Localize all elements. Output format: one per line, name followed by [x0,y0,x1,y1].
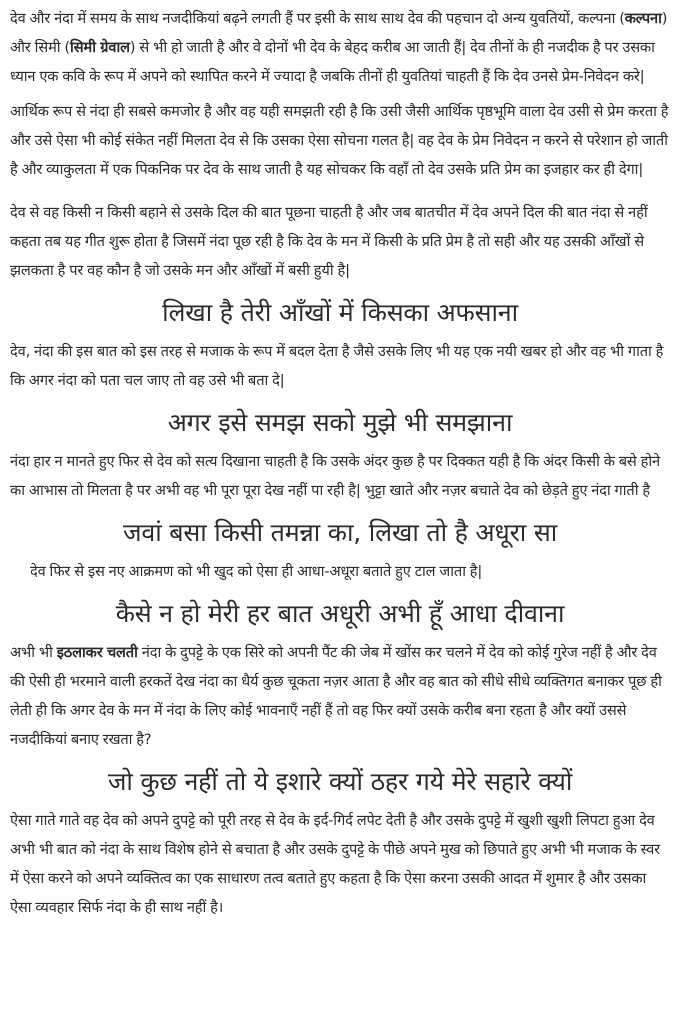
song-line-heading-3: जवां बसा किसी तमन्ना का, लिखा तो है अधूरा सा [123,518,557,547]
paragraph-6: देव फिर से इस नए आक्रमण को भी खुद को ऐसा ही आधा-अधूरा बताते हुए टाल जाता है| [30,563,483,580]
paragraph-7 [10,638,670,754]
song-line-heading-1: लिखा है तेरी आँखों में किसका अफसाना [162,298,518,327]
paragraph-4: देव, नंदा की इस बात को इस तरह से मजाक के रूप में बदल देता है जैसे उसके लिए भी यह एक नयी खबर हो और वह भी गाता है कि अगर नंदा को पता चल जाए तो वह उसे भी बता दे| [10,343,664,389]
bold-name-kalpana: कल्पना [624,10,662,27]
paragraph-text: देव और नंदा में समय के साथ नजदीकियां बढ़ने लगती हैं पर इसी के साथ साथ देव की पहचान दो अन्य युवतियों, कल्पना ( [10,10,625,27]
bold-name-simi-grewal: सिमी ग्रेवाल [69,39,130,56]
paragraph-text: ) से भी हो जाती है और वे दोनों भी देव के बेहद करीब आ जाती हैं| देव तीनों के ही नजदीक है पर उसका ध्यान एक कवि के रूप में अपने को स्थापित करने में ज्यादा है जबकि तीनों ही युवतियां चाहती हैं कि देव उनसे प्रेम-निवेदन करे| [10,39,655,85]
song-line-heading-5: जो कुछ नहीं तो ये इशारे क्यों ठहर गये मेरे सहारे क्यों [107,767,573,796]
bold-phrase-ithlakar-chalti: इठलाकर चलती [56,644,138,661]
paragraph-2: आर्थिक रूप से नंदा ही सबसे कमजोर है और वह यही समझती रही है कि उसी जैसी आर्थिक पृष्ठभूमि वाला देव उसी से प्रेम करता है और उसे ऐसा भी कोई संकेत नहीं मिलता देव से कि उसका ऐसा सोचना गलत है| वह देव के प्रेम निवेदन न करने से परेशान हो जाती है और व्याकुलता में एक पिकनिक पर देव के साथ जाती है यह सोचकर कि वहाँ तो देव उसके प्रति प्रेम का इजहार कर ही देगा| [10,103,669,178]
paragraph-1 [10,4,670,91]
paragraph-text: ) और सिमी ( [10,10,668,56]
song-line-heading-2: अगर इसे समझ सको मुझे भी समझाना [167,408,513,437]
paragraph-3: देव से वह किसी न किसी बहाने से उसके दिल की बात पूछना चाहती है और जब बातचीत में देव अपने दिल की बात नंदा से नहीं कहता तब यह गीत शुरू होता है जिसमें नंदा पूछ रही है कि देव के मन में किसी के प्रति प्रेम है तो सही और यह उसकी आँखों से झलकता है पर वह कौन है जो उसके मन और आँखों में बसी हुयी है| [10,204,648,279]
paragraph-text: अभी भी [10,644,57,661]
paragraph-5: नंदा हार न मानते हुए फिर से देव को सत्य दिखाना चाहती है कि उसके अंदर कुछ है पर दिक्कत यही है कि अंदर किसी के बसे होने का आभास तो मिलता है पर अभी वह भी पूरा पूरा देख नहीं पा रही है| भुट्टा खाते और नज़र बचाते देव को छेड़ते हुए नंदा गाती है [10,453,660,499]
song-line-heading-4: कैसे न हो मेरी हर बात अधूरी अभी हूँ आधा दीवाना [115,599,565,628]
paragraph-8: ऐसा गाते गाते वह देव को अपने दुपट्टे को पूरी तरह से देव के इर्द-गिर्द लपेट देती है और उसके दुपट्टे में खुशी खुशी लिपटा हुआ देव अभी भी बात को नंदा के साथ विशेष होने से बचाता है और उसके दुपट्टे के पीछे अपने मुख को छिपाते हुए अभी भी मजाक के स्वर में ऐसा करने को अपने व्यक्तित्व का एक साधारण तत्व बताते हुए कहता है कि ऐसा करना उसकी आदत में शुमार है और उसका ऐसा व्यवहार सिर्फ नंदा के ही साथ नहीं है। [10,812,660,916]
paragraph-text: नंदा के दुपट्टे के एक सिरे को अपनी पैंट की जेब में खोंस कर चलने में देव को कोई गुरेज नहीं है और देव की ऐसी ही भरमाने वाली हरकतें देख नंदा का धैर्य कुछ चूकता नज़र आता है और वह बात को सीधे सीधे व्यक्तिगत बनाकर पूछ ही लेती ही कि अगर देव के मन में नंदा के लिए कोई भावनाएँ नहीं हैं तो वह फिर क्यों उसके करीब बना रहता है और क्यों उससे नजदीकियां बनाए रखता है? [10,644,662,748]
